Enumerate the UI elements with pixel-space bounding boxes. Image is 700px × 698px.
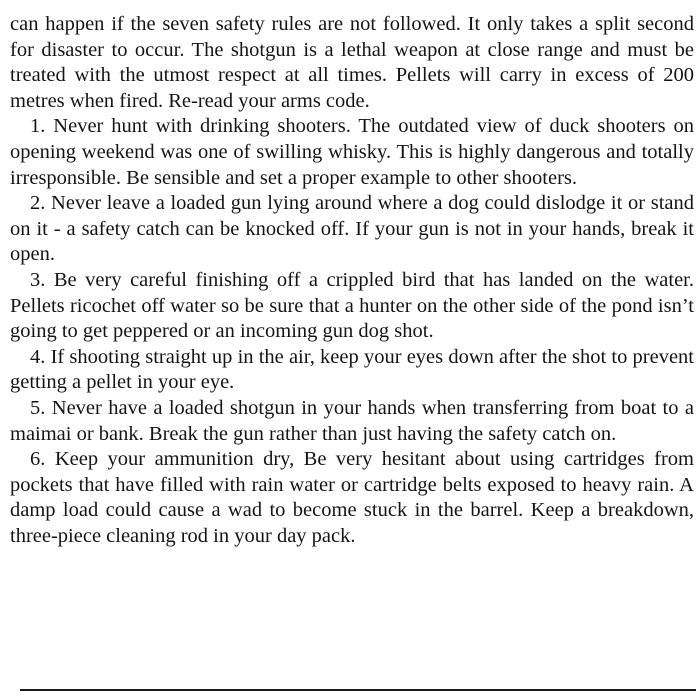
safety-rule-6: 6. Keep your ammunition dry, Be very hesitant about using cartridges from pockets that have filled with rain water or cartridge belts exposed to heavy rain. A damp load could cause a wad to become stuck in the barrel. Keep a breakdown, three-piece cleaning rod in your day pack. xyxy=(10,448,694,547)
safety-rule-5: 5. Never have a loaded shotgun in your hands when transferring from boat to a maimai or bank. Break the gun rather than just having the safety catch on. xyxy=(10,396,694,445)
safety-rule-2: 2. Never leave a loaded gun lying around where a dog could dislodge it or stand on it - a safety catch can be knocked off. If your gun is not in your hands, break it open. xyxy=(10,192,694,266)
intro-paragraph: can happen if the seven safety rules are not followed. It only takes a split second for disaster to occur. The shotgun is a lethal weapon at close range and must be treated with the utmost respect at all times. Pellets will carry in excess of 200 metres when fired. Re-read your arms code. xyxy=(10,13,694,112)
safety-rule-1: 1. Never hunt with drinking shooters. The outdated view of duck shooters on opening weekend was one of swilling whisky. This is highly dangerous and totally irresponsible. Be sensible and set a proper example to other shooters. xyxy=(10,115,694,189)
safety-rule-3: 3. Be very careful finishing off a crippled bird that has landed on the water. Pellets ricochet off water so be sure that a hunter on the other side of the pond isn’t going to get peppered or an incoming gun dog shot. xyxy=(10,268,694,343)
safety-rule-4: 4. If shooting straight up in the air, keep your eyes down after the shot to prevent getting a pellet in your eye. xyxy=(10,345,694,394)
bottom-divider xyxy=(20,689,696,691)
document-body xyxy=(10,12,694,549)
